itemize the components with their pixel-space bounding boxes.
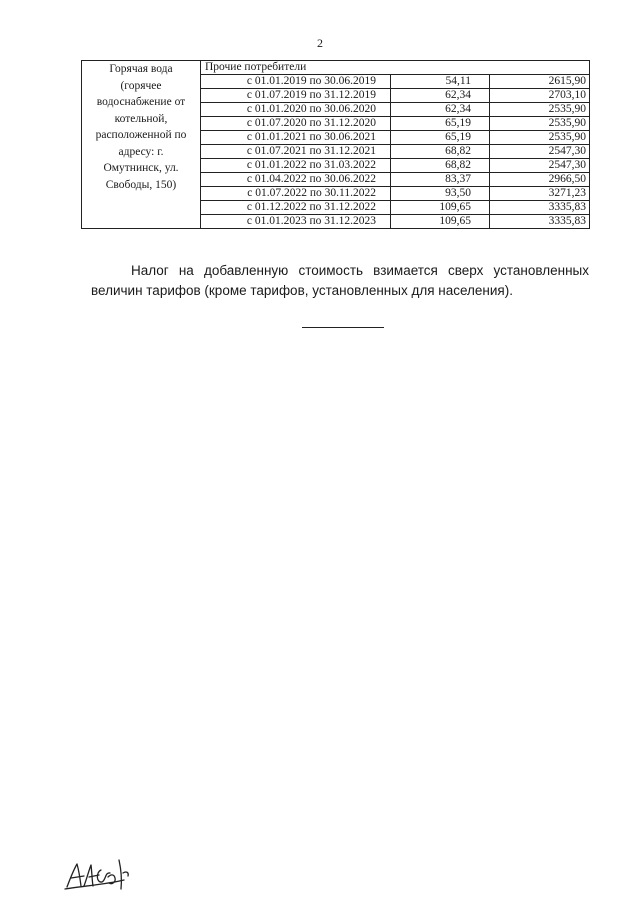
value1-cell: 65,19 (391, 117, 490, 131)
tariff-table (81, 60, 590, 229)
value2-cell: 3271,23 (490, 187, 590, 201)
value1-cell: 62,34 (391, 103, 490, 117)
signature-icon (64, 856, 136, 897)
period-cell: с 01.12.2022 по 31.12.2022 (201, 201, 391, 215)
period-cell: с 01.01.2023 по 31.12.2023 (201, 215, 391, 229)
value1-cell: 68,82 (391, 159, 490, 173)
page-number: 2 (317, 36, 323, 50)
period-cell: с 01.07.2020 по 31.12.2020 (201, 117, 391, 131)
vat-note: Налог на добавленную стоимость взимается сверх установленных величин тарифов (кроме тарифов, установленных для населения). (91, 263, 589, 298)
period-cell: с 01.07.2019 по 31.12.2019 (201, 89, 391, 103)
end-divider (302, 327, 384, 328)
value2-cell: 2703,10 (490, 89, 590, 103)
value1-cell: 109,65 (391, 215, 490, 229)
value2-cell: 2547,30 (490, 159, 590, 173)
value2-cell: 2535,90 (490, 117, 590, 131)
value2-cell: 2535,90 (490, 103, 590, 117)
value2-cell: 2615,90 (490, 75, 590, 89)
value1-cell: 62,34 (391, 89, 490, 103)
period-cell: с 01.07.2022 по 30.11.2022 (201, 187, 391, 201)
period-cell: с 01.01.2022 по 31.03.2022 (201, 159, 391, 173)
value1-cell: 109,65 (391, 201, 490, 215)
period-cell: с 01.01.2019 по 30.06.2019 (201, 75, 391, 89)
value1-cell: 65,19 (391, 131, 490, 145)
value2-cell: 2547,30 (490, 145, 590, 159)
value1-cell: 93,50 (391, 187, 490, 201)
service-name-line: Горячая вода (109, 63, 173, 75)
value1-cell: 68,82 (391, 145, 490, 159)
service-name-line: расположенной по (95, 129, 187, 141)
table-group-row (82, 61, 590, 75)
value2-cell: 3335,83 (490, 215, 590, 229)
period-cell: с 01.01.2020 по 30.06.2020 (201, 103, 391, 117)
value2-cell: 2966,50 (490, 173, 590, 187)
consumer-group-label: Прочие потребители (201, 61, 590, 75)
value1-cell: 54,11 (391, 75, 490, 89)
service-name-line: котельной, (114, 112, 168, 125)
value1-cell: 83,37 (391, 173, 490, 187)
service-name-line: (горячее (120, 79, 162, 92)
period-cell: с 01.07.2021 по 31.12.2021 (201, 145, 391, 159)
service-name-cell (82, 61, 201, 229)
service-name-line: водоснабжение от (96, 96, 186, 108)
value2-cell: 2535,90 (490, 131, 590, 145)
service-name-line: адресу: г. (118, 145, 164, 158)
period-cell: с 01.04.2022 по 30.06.2022 (201, 173, 391, 187)
service-name-line: Омутнинск, ул. (103, 162, 179, 174)
period-cell: с 01.01.2021 по 30.06.2021 (201, 131, 391, 145)
service-name-line: Свободы, 150) (105, 178, 177, 191)
value2-cell: 3335,83 (490, 201, 590, 215)
